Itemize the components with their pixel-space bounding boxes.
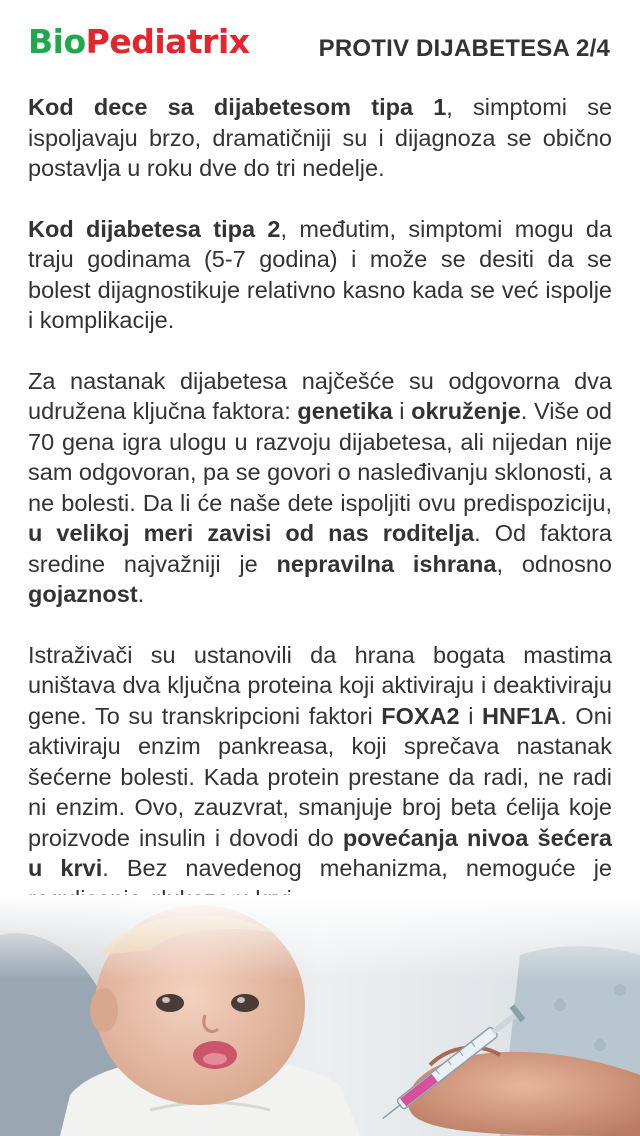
bold-text: okruženje xyxy=(411,398,521,424)
page-title: PROTIV DIJABETESA 2/4 xyxy=(318,35,610,62)
bold-text: u velikoj meri zavisi od nas roditelja xyxy=(28,520,475,546)
paragraph-3 xyxy=(28,366,612,610)
text-run: Istraživači su ustanovili da hrana bogata mastima uništava dva ključna proteina koji aktiviraju i deaktiviraju gene. To su transkripcioni faktori xyxy=(28,641,612,729)
bold-text: Kod dece sa dijabetesom tipa 1 xyxy=(28,94,447,120)
text-run: , odnosno xyxy=(496,550,612,577)
bold-text: Kod dijabetesa tipa 2 xyxy=(28,215,281,242)
text-run: . Više od 70 gena igra ulogu u razvoju dijabetesa, ali nijedan nije sam odgovoran, pa se govori o nasleđivanju sklonosti, a ne bolesti. Da li će naše dete ispoljiti ovu predispoziciju, xyxy=(28,398,612,516)
child-vaccination-photo xyxy=(0,895,640,1136)
article-body xyxy=(28,92,612,944)
logo-bio: Bio xyxy=(28,22,86,61)
paragraph-2 xyxy=(28,214,612,336)
text-run: Za nastanak dijabetesa najčešće su odgovorna dva udružena ključna faktora: xyxy=(28,367,612,424)
text-run: . Od faktora sredine najvažniji je xyxy=(28,520,613,577)
paragraph-4 xyxy=(28,640,612,915)
text-run: i xyxy=(459,702,482,729)
bold-text: gojaznost xyxy=(28,581,138,607)
bold-text: HNF1A xyxy=(482,702,561,729)
text-run: . Bez navedenog mehanizma, nemoguće je xyxy=(102,855,612,881)
bold-text: genetika xyxy=(297,398,393,424)
text-run: . Oni aktiviraju enzim pankreasa, koji sprečava nastanak šećerne bolesti. Kada protein prestane da radi, ne radi ni enzim. Ovo, zauzvrat, smanjuje broj beta ćelija koje proizvode insulin i dovodi do xyxy=(28,702,613,851)
logo-pediatrix: Pediatrix xyxy=(85,22,250,61)
bold-text: FOXA2 xyxy=(381,702,460,729)
bold-text: nepravilna ishrana xyxy=(276,550,497,577)
text-run: , međutim, simptomi mogu da traju godinama (5-7 godina) i može se desiti da se bolest dijagnostikuje relativno kasno kada se već ispolje i komplikacije. xyxy=(28,215,612,333)
paragraph-1 xyxy=(28,92,612,184)
text-run: , simptomi se ispoljavaju brzo, dramatičniji su i dijagnoza se obično postavlja u roku dve do tri nedelje. xyxy=(28,94,613,181)
text-run: i xyxy=(392,398,412,424)
bold-text: povećanja nivoa šećera u krvi xyxy=(28,824,612,881)
text-run: . xyxy=(137,581,145,607)
header xyxy=(0,0,640,90)
biopediatrix-logo xyxy=(28,22,250,62)
